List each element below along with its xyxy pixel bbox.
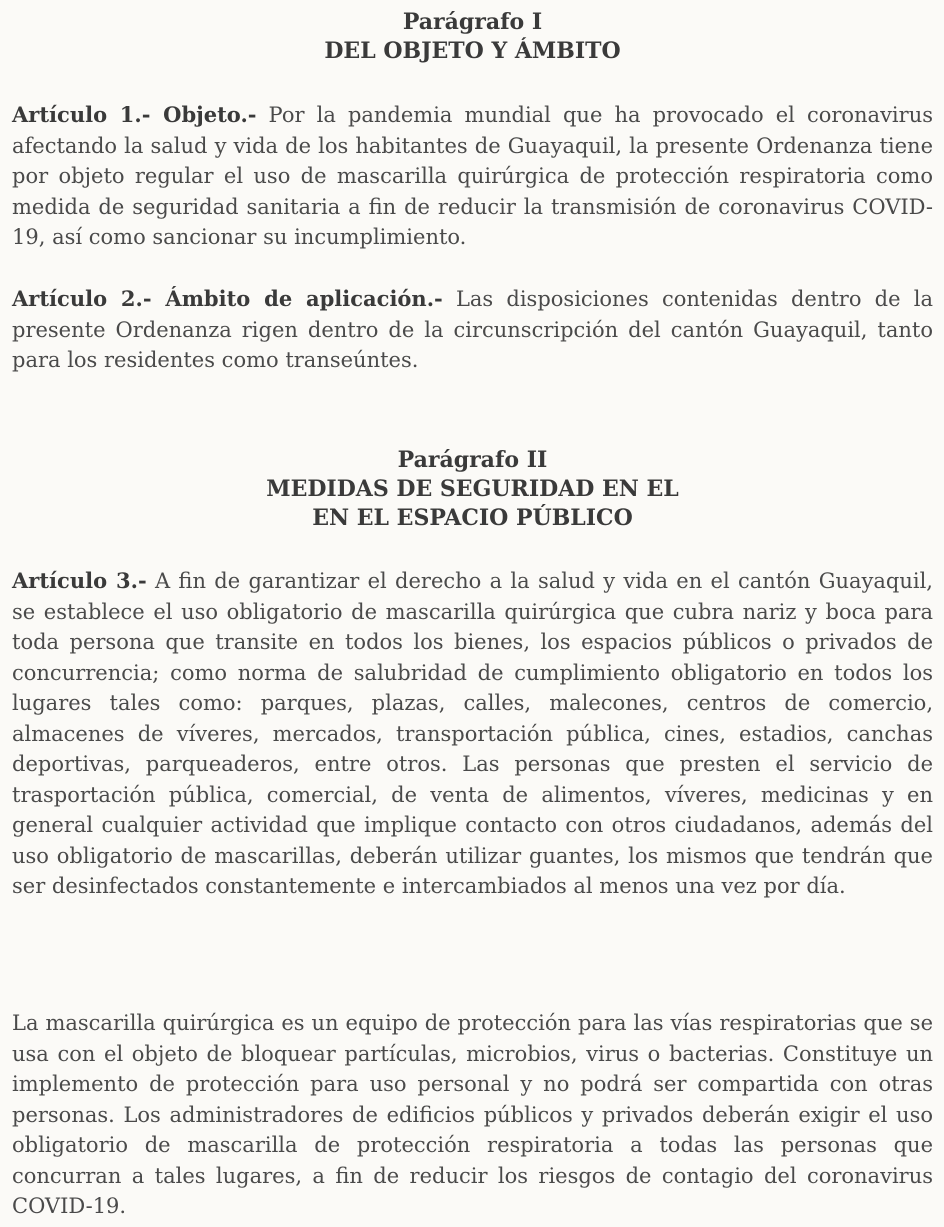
article-3 [12, 566, 933, 902]
article-1 [12, 100, 933, 253]
article-text: A fin de garantizar el derecho a la salud y vida en el cantón Guayaquil, se establece el uso obligatorio de mascarilla quirúrgica que cubra nariz y boca para toda persona que transite en todos los bienes, los espacios públicos o privados de concurrencia; como norma de salubridad de cumplimiento obligatorio en todos los lugares tales como: parques, plazas, calles, malecones, centros de comercio, almacenes de víveres, mercados, transportación pública, cines, estadios, canchas deportivas, parqueaderos, entre otros. Las personas que presten el servicio de trasportación pública, comercial, de venta de alimentos, víveres, medicinas y en general cualquier actividad que implique contacto con otros ciudadanos, además del uso obligatorio de mascarillas, deberán utilizar guantes, los mismos que tendrán que ser desinfectados constantemente e intercambiados al menos una vez por día. [12, 569, 933, 898]
section-subtitle: DEL OBJETO Y ÁMBITO [324, 38, 621, 64]
article-lead: Artículo 2.- Ámbito de aplicación.- [12, 286, 443, 311]
section-title: Parágrafo II [397, 447, 548, 473]
article-text: Por la pandemia mundial que ha provocado el coronavirus afectando la salud y vida de los habitantes de Guayaquil, la presente Ordenanza tiene por objeto regular el uso de mascarilla quirúrgica de protección respiratoria como medida de seguridad sanitaria a fin de reducir la transmisión de coronavirus COVID-19, así como sancionar su incumplimiento. [12, 103, 933, 249]
section-title: Parágrafo I [402, 9, 543, 35]
section-heading-2 [12, 446, 933, 533]
article-text: Las disposiciones contenidas dentro de la presente Ordenanza rigen dentro de la circunscripción del cantón Guayaquil, tanto para los residentes como transeúntes. [12, 287, 933, 372]
section-heading-1 [12, 8, 933, 66]
article-2 [12, 284, 933, 376]
mask-paragraph [12, 1008, 933, 1222]
section-subtitle-line1: MEDIDAS DE SEGURIDAD EN EL [266, 476, 679, 502]
section-subtitle-line2: EN EL ESPACIO PÚBLICO [312, 505, 633, 531]
paragraph-text: La mascarilla quirúrgica es un equipo de protección para las vías respiratorias que se usa con el objeto de bloquear partículas, microbios, virus o bacterias. Constituye un implemento de protección para uso personal y no podrá ser compartida con otras personas. Los administradores de edificios públicos y privados deberán exigir el uso obligatorio de mascarilla de protección respiratoria a todas las personas que concurran a tales lugares, a fin de reducir los riesgos de contagio del coronavirus COVID-19. [12, 1011, 933, 1218]
article-lead: Artículo 1.- Objeto.- [12, 102, 257, 127]
article-lead: Artículo 3.- [12, 568, 147, 593]
